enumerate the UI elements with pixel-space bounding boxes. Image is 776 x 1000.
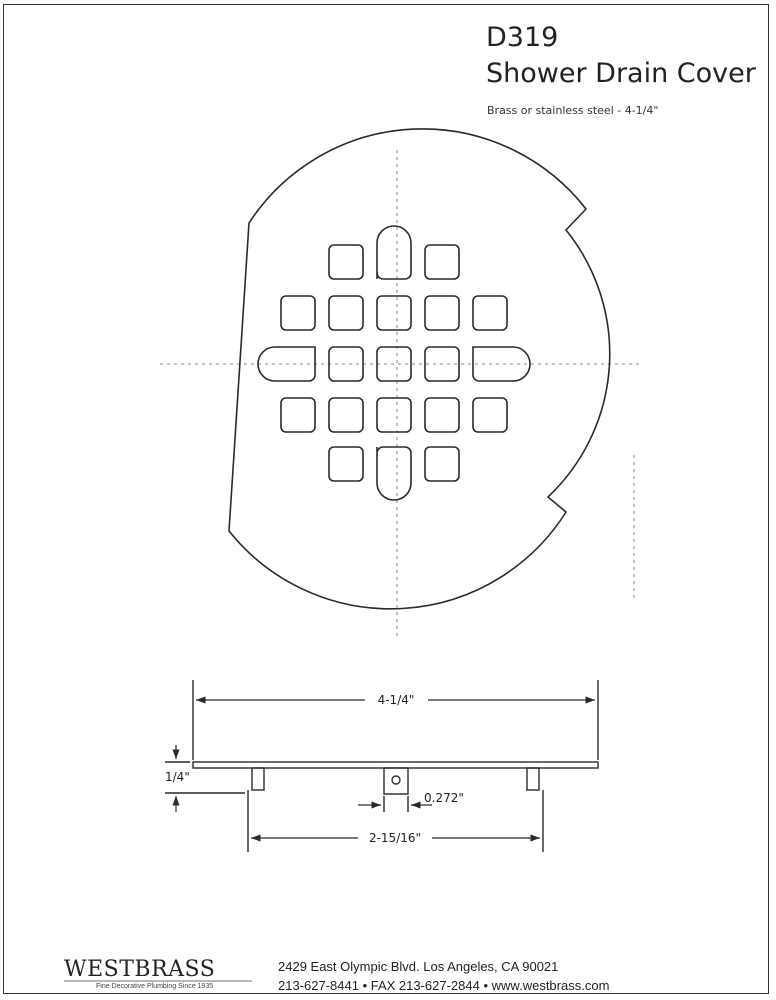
company-address: 2429 East Olympic Blvd. Los Angeles, CA 90021 [278, 959, 559, 974]
drain-hole-keyed-right [473, 347, 530, 381]
center-bracket-hole [392, 776, 400, 784]
drain-cover-outline [229, 129, 610, 609]
drain-hole [425, 296, 459, 330]
drain-hole [473, 296, 507, 330]
dim-thickness: 1/4" [165, 770, 190, 784]
dimension-labels [165, 693, 464, 845]
drain-hole [377, 398, 411, 432]
cover-plate-profile [193, 762, 598, 768]
material-note: Brass or stainless steel - 4-1/4" [487, 104, 659, 117]
dim-bracket-span: 2-15/16" [368, 831, 422, 845]
drain-hole-keyed-bottom [377, 447, 411, 500]
brand-tagline: Fine Decorative Plumbing Since 1935 [96, 983, 214, 990]
centerlines [160, 150, 640, 640]
dim-outer-diameter: 4-1/4" [377, 693, 415, 707]
product-name: Shower Drain Cover [486, 58, 756, 89]
product-code: D319 [486, 22, 559, 53]
dim-hole-offset: 0.272" [424, 791, 464, 805]
drain-hole [281, 398, 315, 432]
drain-hole-keyed-top [377, 226, 411, 279]
left-bracket [252, 768, 264, 790]
drain-hole [329, 398, 363, 432]
drain-hole [329, 296, 363, 330]
drain-hole [425, 245, 459, 279]
right-bracket [527, 768, 539, 790]
center-bracket [384, 768, 408, 794]
drain-hole [329, 447, 363, 481]
drain-hole [473, 398, 507, 432]
dimension-lines [176, 700, 595, 838]
drain-hole [425, 447, 459, 481]
company-contact: 213-627-8441 • FAX 213-627-2844 • www.westbrass.com [278, 978, 610, 993]
drain-hole [377, 296, 411, 330]
brand-logo: WESTBRASS [64, 957, 216, 982]
drain-hole [329, 245, 363, 279]
drain-hole [281, 296, 315, 330]
drain-hole [425, 398, 459, 432]
drain-openings [258, 226, 530, 500]
